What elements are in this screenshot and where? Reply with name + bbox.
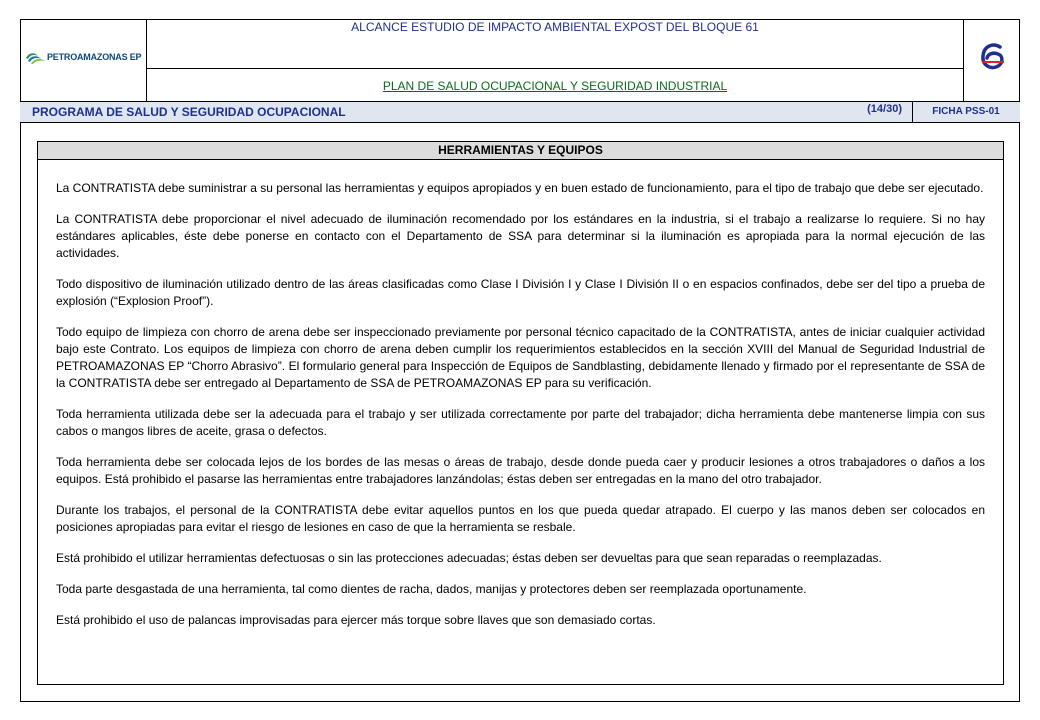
paragraph: La CONTRATISTA debe proporcionar el nivel adecuado de iluminación recomendado por los estándares en la industria, si el trabajo a realizarse lo requiere. Si no hay estándares aplicables, éste debe ponerse en contacto con el Departamento de SSA para determinar si la iluminación es apropiada para la normal ejecución de las actividades. (56, 212, 985, 260)
stylized-6-icon (978, 41, 1008, 71)
section-title: HERRAMIENTAS Y EQUIPOS (38, 142, 1003, 160)
paragraph-list (38, 160, 1003, 629)
document-title: ALCANCE ESTUDIO DE IMPACTO AMBIENTAL EXPOST DEL BLOQUE 61 (351, 20, 759, 34)
ficha-code: FICHA PSS-01 (912, 102, 1019, 122)
paragraph: Toda herramienta debe ser colocada lejos de los bordes de las mesas o áreas de trabajo, desde donde pueda caer y producir lesiones a otros trabajadores o daños a los equipos. Está prohibido el pasarse las herramientas entre trabajadores lanzándolas; éstas deben ser entregadas en la mano del otro trabajador. (56, 455, 985, 486)
content-box (37, 141, 1004, 685)
program-header-bar (20, 101, 1020, 123)
paragraph: Está prohibido el utilizar herramientas defectuosas o sin las protecciones adecuadas; éstas deben ser devueltas para que sean reparadas o reemplazadas. (56, 551, 882, 565)
plan-title-cell (147, 69, 963, 101)
petroamazonas-logo-icon (25, 51, 47, 65)
paragraph: Durante los trabajos, el personal de la CONTRATISTA debe evitar aquellos puntos en los que pueda quedar atrapado. El cuerpo y las manos deben ser colocados en posiciones apropiadas para evitar el riesgo de lesiones en caso de que la herramienta se resbale. (56, 503, 985, 534)
brand-icon-cell (963, 19, 1020, 101)
logo-cell (20, 19, 147, 101)
document-title-cell (147, 19, 963, 69)
page-counter: (14/30) (867, 103, 902, 115)
paragraph: Todo dispositivo de iluminación utilizado dentro de las áreas clasificadas como Clase I División I y Clase I División II o en espacios confinados, debe ser del tipo a prueba de explosión (“Explosion Proof”). (56, 277, 985, 308)
paragraph: Está prohibido el uso de palancas improvisadas para ejercer más torque sobre llaves que son demasiado cortas. (56, 613, 656, 627)
plan-title: PLAN DE SALUD OCUPACIONAL Y SEGURIDAD INDUSTRIAL (382, 79, 728, 93)
paragraph: Todo equipo de limpieza con chorro de arena debe ser inspeccionado previamente por personal técnico capacitado de la CONTRATISTA, antes de iniciar cualquier actividad bajo este Contrato. Los equipos de limpieza con chorro de arena deben cumplir los requerimientos establecidos en la sección XVIII del Manual de Seguridad Industrial de PETROAMAZONAS EP “Chorro Abrasivo”. El formulario general para Inspección de Equipos de Sandblasting, debidamente llenado y firmado por el representante de SSA de la CONTRATISTA debe ser entregado al Departamento de SSA de PETROAMAZONAS EP para su verificación. (56, 325, 985, 390)
program-title: PROGRAMA DE SALUD Y SEGURIDAD OCUPACIONAL (32, 105, 346, 119)
paragraph: Toda herramienta utilizada debe ser la adecuada para el trabajo y ser utilizada correctamente por parte del trabajador; dicha herramienta debe mantenerse limpia con sus cabos o mangos libres de aceite, grasa o defectos. (56, 407, 985, 438)
paragraph: La CONTRATISTA debe suministrar a su personal las herramientas y equipos apropiados y en buen estado de funcionamiento, para el tipo de trabajo que debe ser ejecutado. (56, 181, 984, 195)
logo-text: PETROAMAZONAS EP (47, 52, 142, 62)
paragraph: Toda parte desgastada de una herramienta, tal como dientes de racha, dados, manijas y protectores deben ser reemplazada oportunamente. (56, 582, 807, 596)
